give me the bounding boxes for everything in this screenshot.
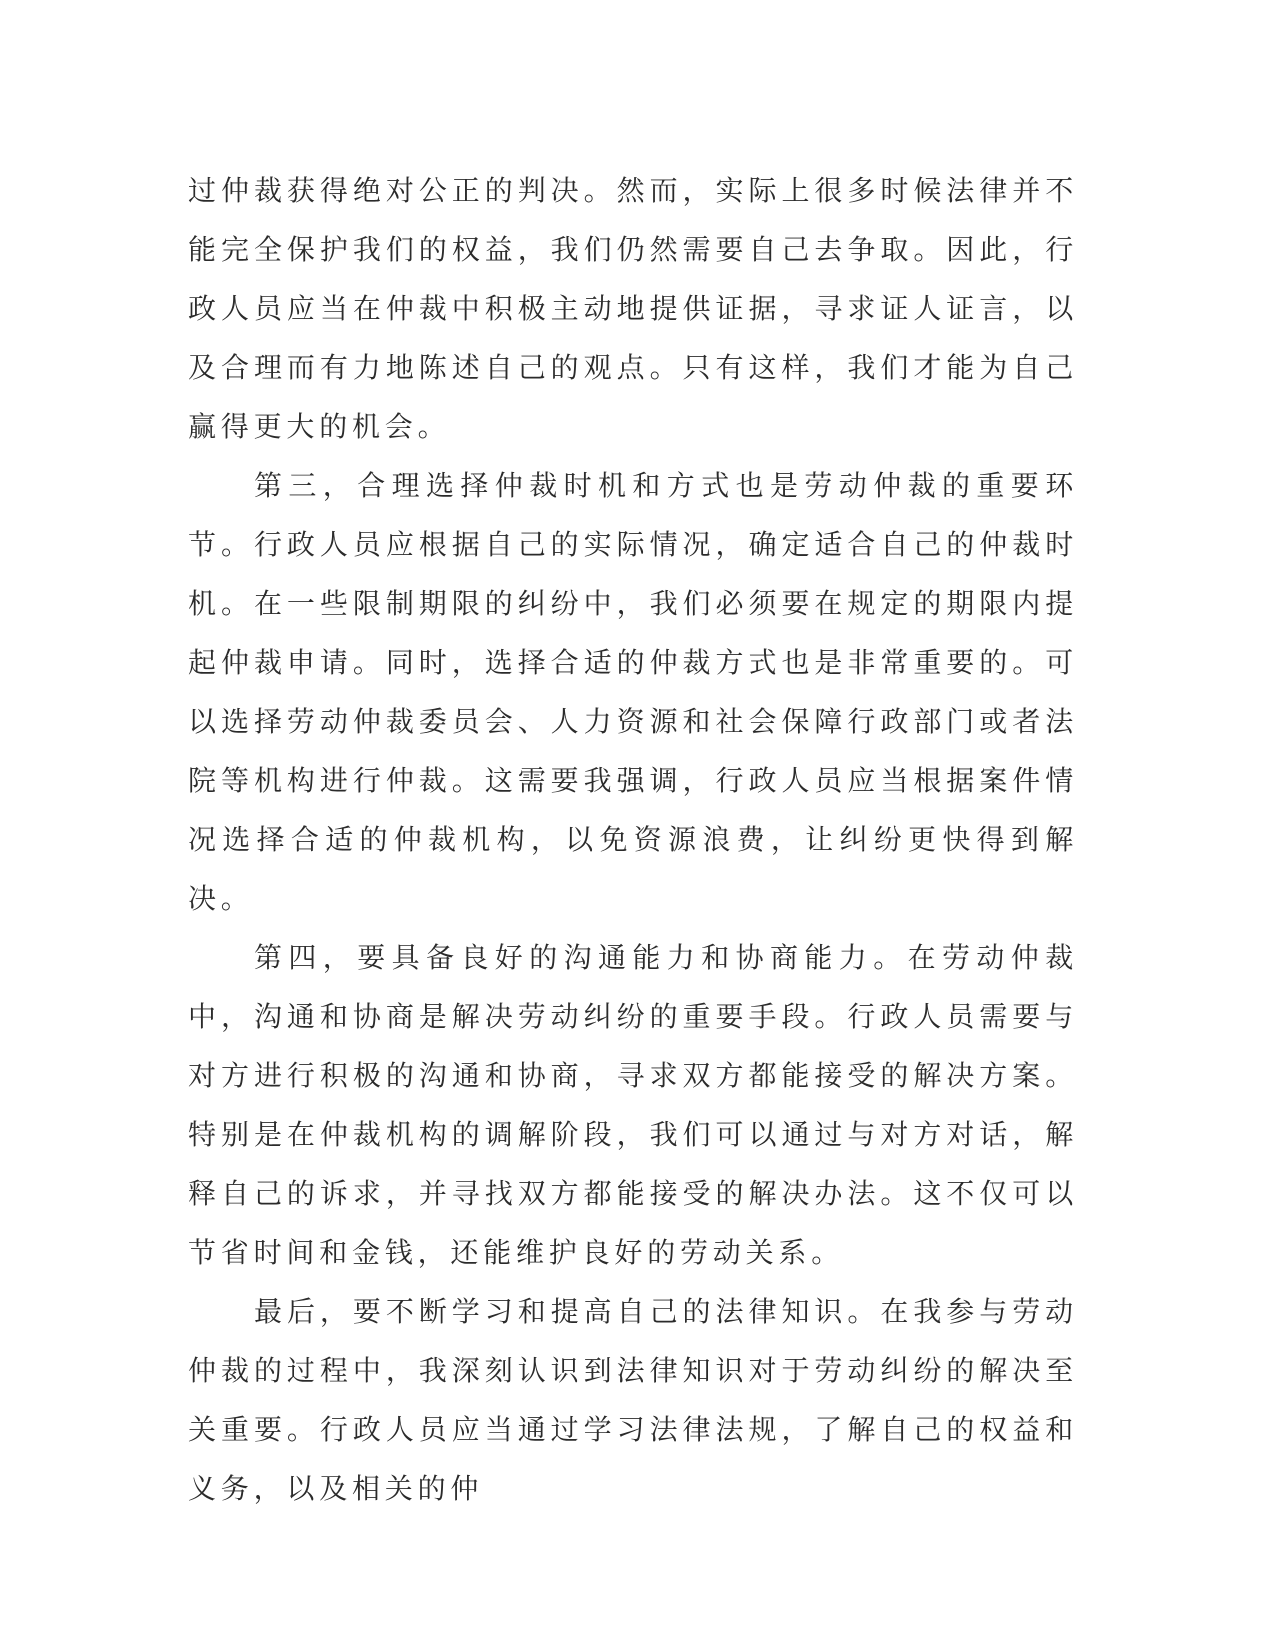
- paragraph-fourth-point: 第四，要具备良好的沟通能力和协商能力。在劳动仲裁中，沟通和协商是解决劳动纠纷的重要手段。行政人员需要与对方进行积极的沟通和协商，寻求双方都能接受的解决方案。特别是在仲裁机构的调解阶段，我们可以通过与对方对话，解释自己的诉求，并寻找双方都能接受的解决办法。这不仅可以节省时间和金钱，还能维护良好的劳动关系。: [188, 941, 1078, 1269]
- paragraph-third-point: 第三，合理选择仲裁时机和方式也是劳动仲裁的重要环节。行政人员应根据自己的实际情况，确定适合自己的仲裁时机。在一些限制期限的纠纷中，我们必须要在规定的期限内提起仲裁申请。同时，选择合适的仲裁方式也是非常重要的。可以选择劳动仲裁委员会、人力资源和社会保障行政部门或者法院等机构进行仲裁。这需要我强调，行政人员应当根据案件情况选择合适的仲裁机构，以免资源浪费，让纠纷更快得到解决。: [188, 469, 1078, 915]
- paragraph-continued: 过仲裁获得绝对公正的判决。然而，实际上很多时候法律并不能完全保护我们的权益，我们仍然需要自己去争取。因此，行政人员应当在仲裁中积极主动地提供证据，寻求证人证言，以及合理而有力地陈述自己的观点。只有这样，我们才能为自己赢得更大的机会。: [188, 174, 1078, 443]
- paragraph-final-point: 最后，要不断学习和提高自己的法律知识。在我参与劳动仲裁的过程中，我深刻认识到法律知识对于劳动纠纷的解决至关重要。行政人员应当通过学习法律法规，了解自己的权益和义务，以及相关的仲: [188, 1295, 1078, 1505]
- document-body: [188, 161, 1078, 1518]
